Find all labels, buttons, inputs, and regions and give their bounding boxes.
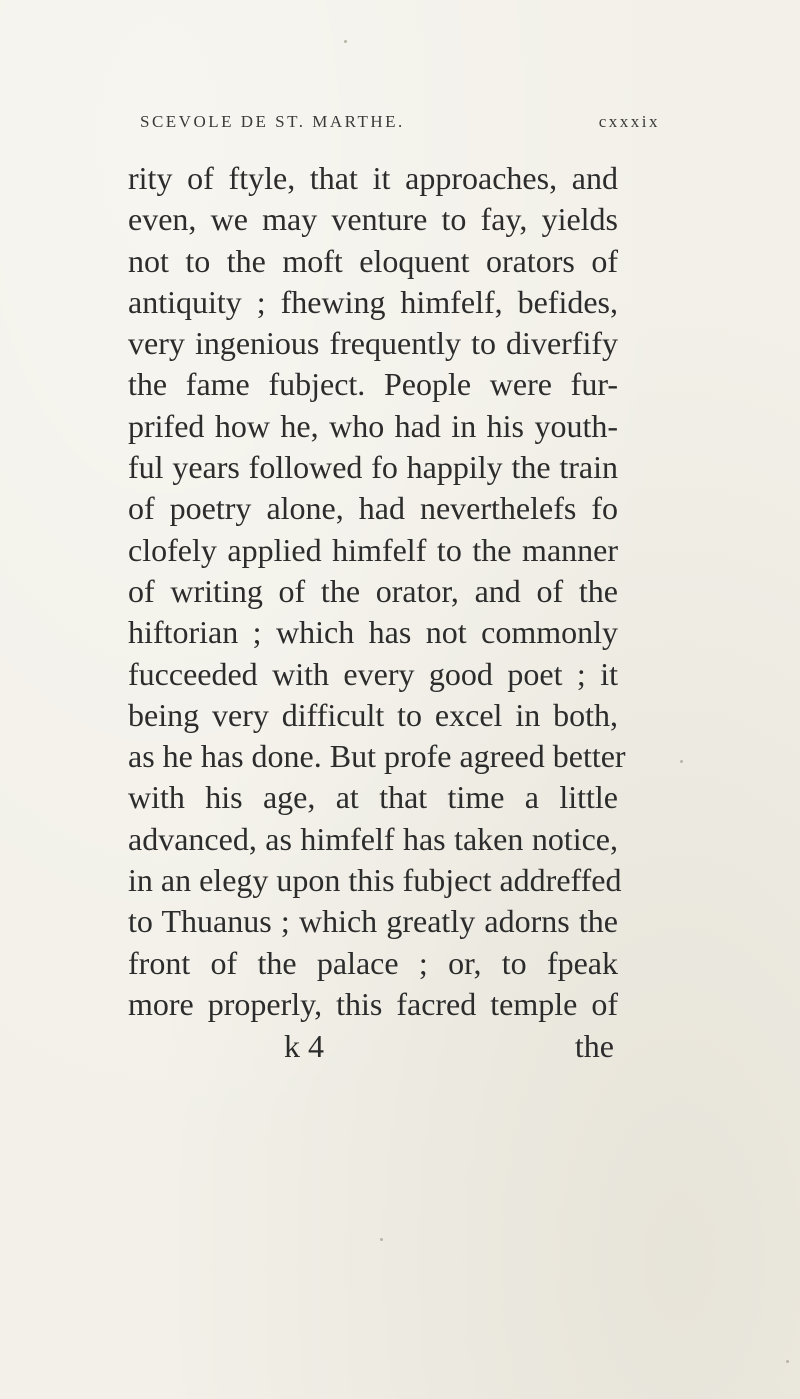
text-line: hiftorian ; which has not commonly (128, 614, 618, 651)
text-line: with his age, at that time a little (128, 779, 618, 816)
running-title: SCEVOLE DE ST. MARTHE. (140, 112, 405, 131)
text-line: even, we may venture to fay, yields (128, 201, 618, 238)
text-line: not to the moft eloquent orators of (128, 242, 618, 279)
catchword: the (574, 1028, 614, 1064)
text-line: to Thuanus ; which greatly adorns the (128, 903, 618, 940)
page-footer (128, 1028, 618, 1070)
signature-mark: k 4 (284, 1028, 324, 1064)
text-line: rity of ftyle, that it approaches, and (128, 160, 618, 196)
text-line: of writing of the orator, and of the (128, 572, 618, 609)
body-text (128, 158, 626, 1025)
text-line: advanced, as himfelf has taken notice, (128, 820, 618, 857)
text-line: clofely applied himfelf to the manner (128, 531, 618, 568)
text-line: very ingenious frequently to diverfify (128, 325, 618, 362)
page-header (140, 112, 660, 142)
paper-speck (680, 760, 683, 763)
text-line: prifed how he, who had in his youth- (128, 407, 618, 444)
text-line: in an elegy upon this fubject addreffed (128, 862, 622, 899)
text-line: ful years followed fo happily the train (128, 449, 618, 486)
text-line: of poetry alone, had neverthelefs fo (128, 490, 618, 527)
text-line: fucceeded with every good poet ; it (128, 655, 618, 692)
paper-speck (344, 40, 347, 43)
paper-speck (380, 1238, 383, 1241)
text-line: being very difficult to excel in both, (128, 696, 618, 733)
text-line: the fame fubject. People were fur- (128, 366, 618, 403)
paper-speck (786, 1360, 789, 1363)
text-line: antiquity ; fhewing himfelf, befides, (128, 283, 618, 320)
page-number: cxxxix (598, 112, 660, 131)
text-line: front of the palace ; or, to fpeak (128, 944, 618, 981)
text-line: as he has done. But profe agreed better (128, 738, 626, 775)
text-line: more properly, this facred temple of (128, 985, 618, 1022)
